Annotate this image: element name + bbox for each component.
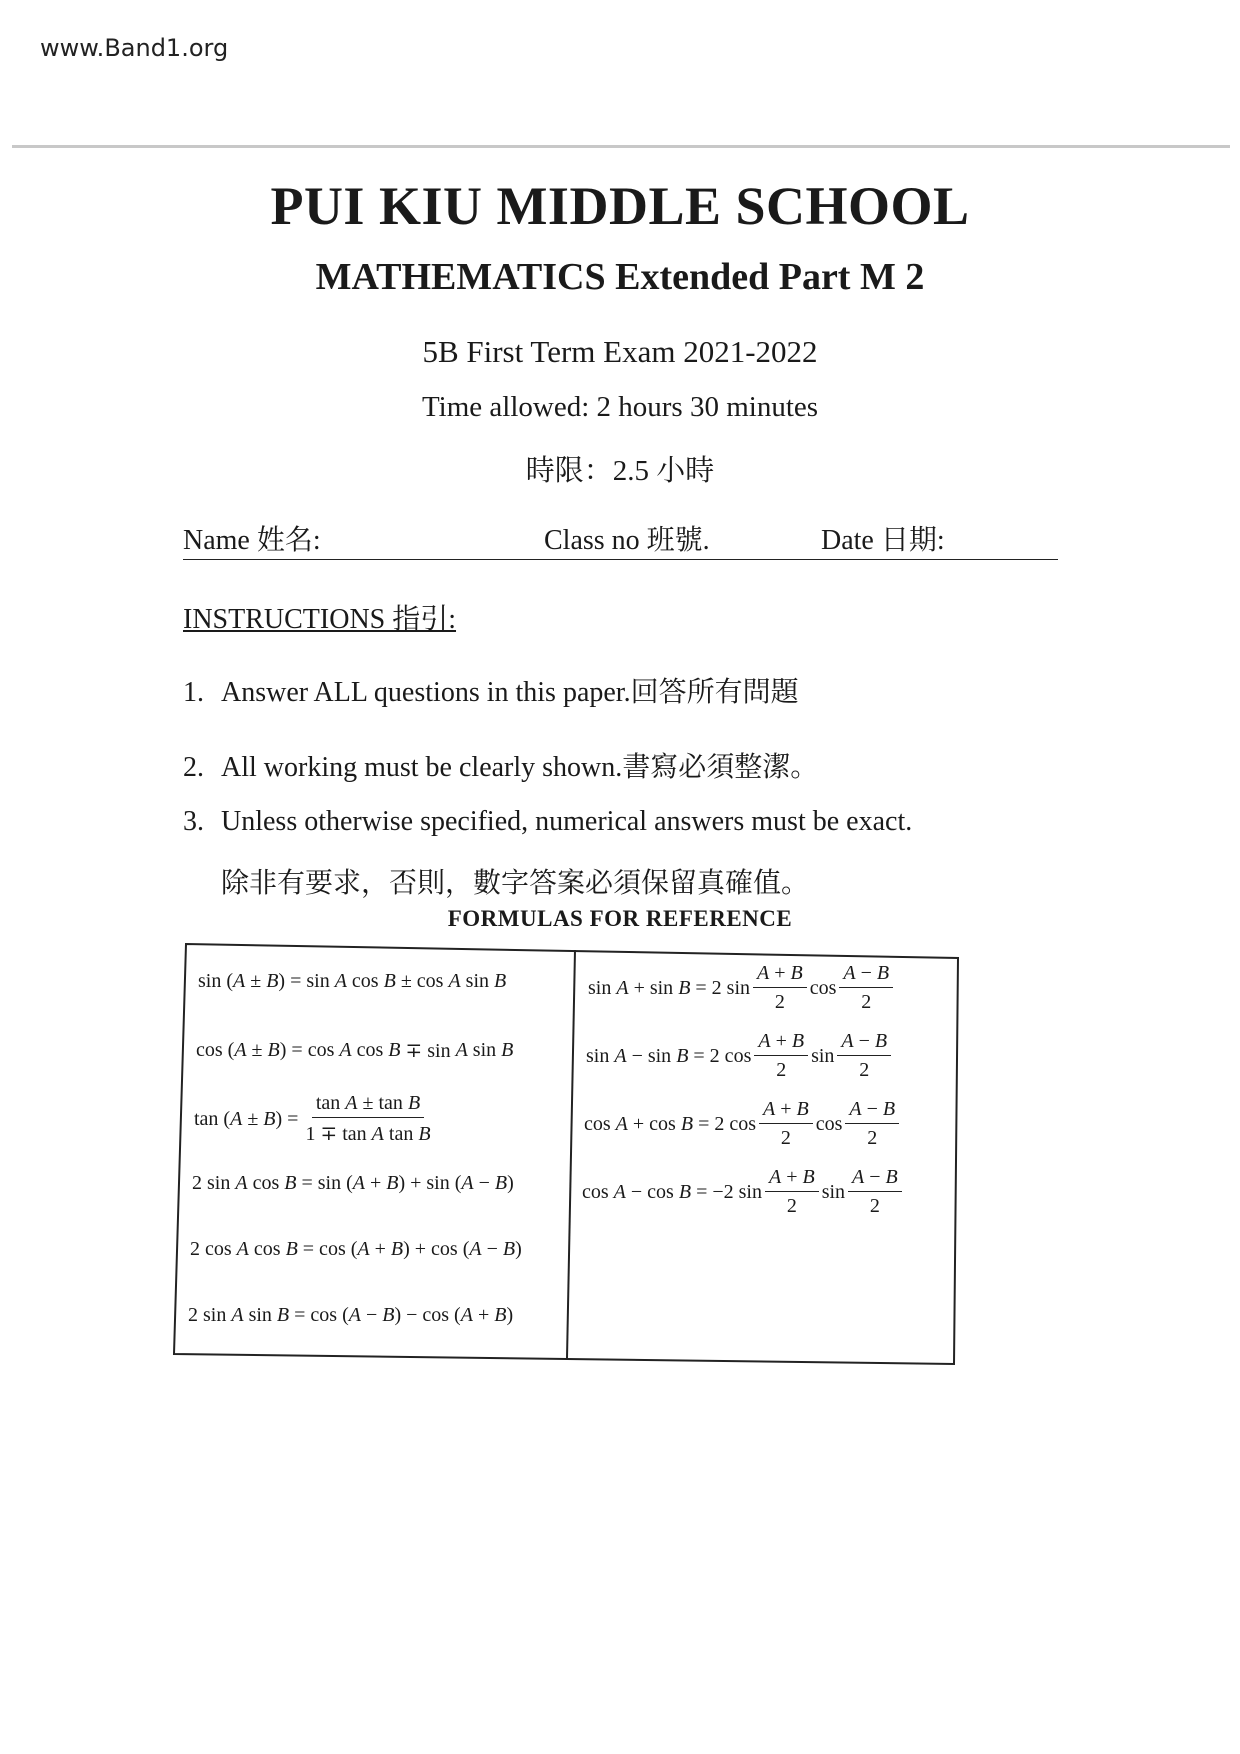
date-label: Date 日期: — [821, 525, 945, 556]
formula-tan-sum: tan ( A ± B ) = $\frac{\text{tan A ± tan B}}{\text{1 ∓ tan A tan B}}$ — [194, 1092, 431, 1145]
formula-2coscos: 2 cos A cos B = cos ( A + B ) + cos ( A − B ) — [190, 1238, 522, 1260]
school-name: PUI KIU MIDDLE SCHOOL — [270, 176, 970, 236]
time-allowed: Time allowed: 2 hours 30 minutes — [421, 391, 819, 423]
formula-sin-plus-sin: sin A + sin B = 2 sin $\frac{A + B}{2}$ cos $\frac{A - B}{2}$ — [588, 962, 896, 1014]
formula-2sincos: 2 sin A cos B = sin ( A + B ) + sin ( A − B ) — [192, 1172, 514, 1194]
instructions-heading: INSTRUCTIONS 指引: — [183, 604, 457, 635]
instruction-item — [183, 806, 912, 838]
formula-cos-minus-cos: cos A − cos B = −2 sin $\frac{A + B}{2}$ sin $\frac{A - B}{2}$ — [582, 1166, 905, 1218]
formula-cos-sum: cos ( A ± B ) = cos A cos B ∓ sin A sin B — [196, 1039, 514, 1062]
instruction-number: 1. — [183, 677, 204, 708]
formulas-heading: FORMULAS FOR REFERENCE — [447, 906, 793, 931]
formula-2sinsin: 2 sin A sin B = cos ( A − B ) − cos ( A + B ) — [188, 1304, 514, 1326]
instruction-number: 2. — [183, 752, 204, 783]
time-allowed-zh: 時限：2.5 小時 — [525, 455, 715, 487]
info-underline — [183, 559, 1058, 560]
student-info-row — [183, 520, 1058, 560]
formula-sin-minus-sin: sin A − sin B = 2 cos $\frac{A + B}{2}$ sin $\frac{A - B}{2}$ — [586, 1030, 894, 1082]
exam-title: 5B First Term Exam 2021-2022 — [422, 334, 818, 369]
watermark-url: www.Band1.org — [40, 34, 229, 62]
top-divider — [12, 145, 1230, 148]
subject-title: MATHEMATICS Extended Part M 2 — [315, 256, 925, 298]
instruction-number: 3. — [183, 806, 204, 837]
instruction-text: Answer ALL questions in this paper.回答所有問題 — [221, 677, 799, 708]
instruction-text: All working must be clearly shown.書寫必須整潔。 — [221, 752, 819, 783]
formula-sin-sum: sin ( A ± B ) = sin A cos B ± cos A sin B — [198, 970, 507, 992]
class-no-label: Class no 班號. — [544, 525, 710, 556]
instruction-text-zh: 除非有要求，否則，數字答案必須保留真確值。 — [221, 868, 810, 899]
instruction-text: Unless otherwise specified, numerical answers must be exact. — [221, 806, 913, 837]
name-label: Name 姓名: — [183, 525, 321, 556]
instruction-item — [183, 670, 799, 710]
instruction-item — [183, 745, 818, 785]
formula-cos-plus-cos: cos A + cos B = 2 cos $\frac{A + B}{2}$ cos $\frac{A - B}{2}$ — [584, 1098, 902, 1150]
